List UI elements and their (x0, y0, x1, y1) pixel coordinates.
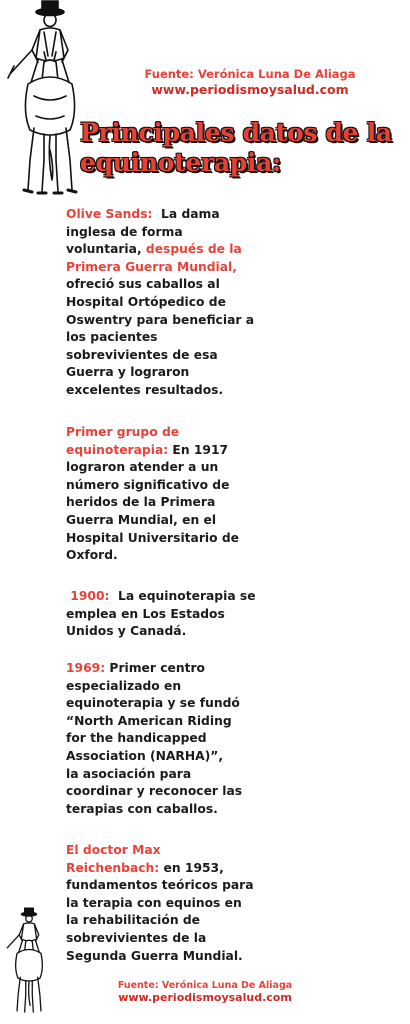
text-line (66, 241, 256, 259)
body-text: Hospital Universitario de (66, 530, 239, 545)
body-text: Guerra y lograron (66, 365, 190, 380)
body-text: “North American Riding (66, 713, 232, 728)
body-text: heridos de la Primera (66, 495, 216, 510)
body-text: Guerra Mundial, en el (66, 512, 217, 527)
source-label: Fuente: Verónica Luna De Aliaga (144, 67, 356, 81)
body-text: voluntaria, (66, 242, 146, 257)
body-text: la rehabilitación de (66, 913, 201, 928)
body-text: lograron atender a un (66, 460, 219, 475)
text-line (66, 660, 256, 678)
text-line (66, 382, 256, 400)
text-line (66, 259, 256, 277)
body-text: excelentes resultados. (66, 382, 224, 397)
horse-rider-small-illustration-icon (4, 906, 54, 1018)
text-line (66, 930, 256, 948)
highlighted-text: equinoterapia: (66, 442, 169, 457)
text-line (66, 713, 256, 731)
text-line (66, 364, 256, 382)
section-max-reichenbach (66, 842, 256, 965)
text-line (66, 877, 256, 895)
body-text: inglesa de forma (66, 224, 183, 239)
text-line (66, 547, 256, 565)
text-line (66, 512, 256, 530)
body-text: ofreció sus caballos al (66, 277, 220, 292)
body-text: Oswentry para beneficiar a (66, 312, 255, 327)
body-text: la terapia con equinos en (66, 895, 242, 910)
section-olive-sands (66, 206, 256, 400)
highlighted-text: 1900: (66, 589, 110, 603)
text-line (66, 424, 256, 442)
body-text: Association (NARHA)”, (66, 748, 224, 763)
text-line (66, 276, 256, 294)
body-text: equinoterapia y se fundó (66, 696, 240, 711)
body-text: Unidos y Canadá. (66, 624, 187, 639)
text-line (66, 347, 256, 365)
text-line (66, 948, 256, 966)
section-1900 (66, 588, 256, 641)
body-text: terapias con caballos. (66, 801, 218, 816)
page-title: Principales datos de la equinoterapia: (80, 118, 392, 177)
text-line (66, 477, 256, 495)
text-line (66, 530, 256, 548)
body-text: for the handicapped (66, 731, 207, 746)
body-text: La dama (152, 207, 220, 221)
body-text: emplea en Los Estados (66, 606, 225, 621)
body-text: sobrevivientes de esa (66, 347, 218, 362)
body-text: Oxford. (66, 548, 118, 563)
text-line (66, 312, 256, 330)
text-line (66, 494, 256, 512)
text-line (66, 695, 256, 713)
highlighted-text: Olive Sands: (66, 207, 153, 221)
text-line (66, 678, 256, 696)
source-website-link-bottom[interactable]: www.periodismoysalud.com (118, 991, 292, 1004)
body-text: coordinar y reconocer las (66, 784, 243, 799)
text-line (66, 459, 256, 477)
highlighted-text: Primer grupo de (66, 425, 180, 439)
body-text: en 1953, (159, 860, 224, 875)
text-line (66, 842, 256, 860)
text-line (66, 895, 256, 913)
body-text: número significativo de (66, 477, 230, 492)
section-primer-grupo (66, 424, 256, 565)
text-line (66, 623, 256, 641)
text-line (66, 588, 256, 606)
body-text: La equinoterapia se (109, 589, 256, 603)
body-text: Hospital Ortópedico de (66, 294, 226, 309)
highlighted-text: El doctor Max (66, 843, 161, 857)
body-text: la asociación para (66, 766, 192, 781)
body-text: Segunda Guerra Mundial. (66, 948, 243, 963)
section-1969 (66, 660, 256, 818)
body-text: especializado en (66, 678, 182, 693)
body-text: fundamentos teóricos para (66, 878, 254, 893)
text-line (66, 606, 256, 624)
body-text: los pacientes (66, 330, 158, 345)
body-text: sobrevivientes de la (66, 930, 207, 945)
text-line (66, 766, 256, 784)
highlighted-text: Reichenbach: (66, 860, 160, 875)
highlighted-text: después de la (145, 242, 242, 257)
text-line (66, 329, 256, 347)
text-line (66, 294, 256, 312)
text-line (66, 206, 256, 224)
source-website-link[interactable]: www.periodismoysalud.com (151, 82, 349, 97)
text-line (66, 730, 256, 748)
source-label-bottom: Fuente: Verónica Luna De Aliaga (117, 980, 293, 991)
body-text: Primer centro (105, 661, 206, 675)
highlighted-text: Primera Guerra Mundial, (66, 259, 237, 274)
highlighted-text: 1969: (66, 661, 106, 675)
text-line (66, 912, 256, 930)
text-line (66, 801, 256, 819)
body-text: En 1917 (168, 442, 229, 457)
text-line (66, 442, 256, 460)
text-line (66, 224, 256, 242)
text-line (66, 860, 256, 878)
text-line (66, 783, 256, 801)
text-line (66, 748, 256, 766)
